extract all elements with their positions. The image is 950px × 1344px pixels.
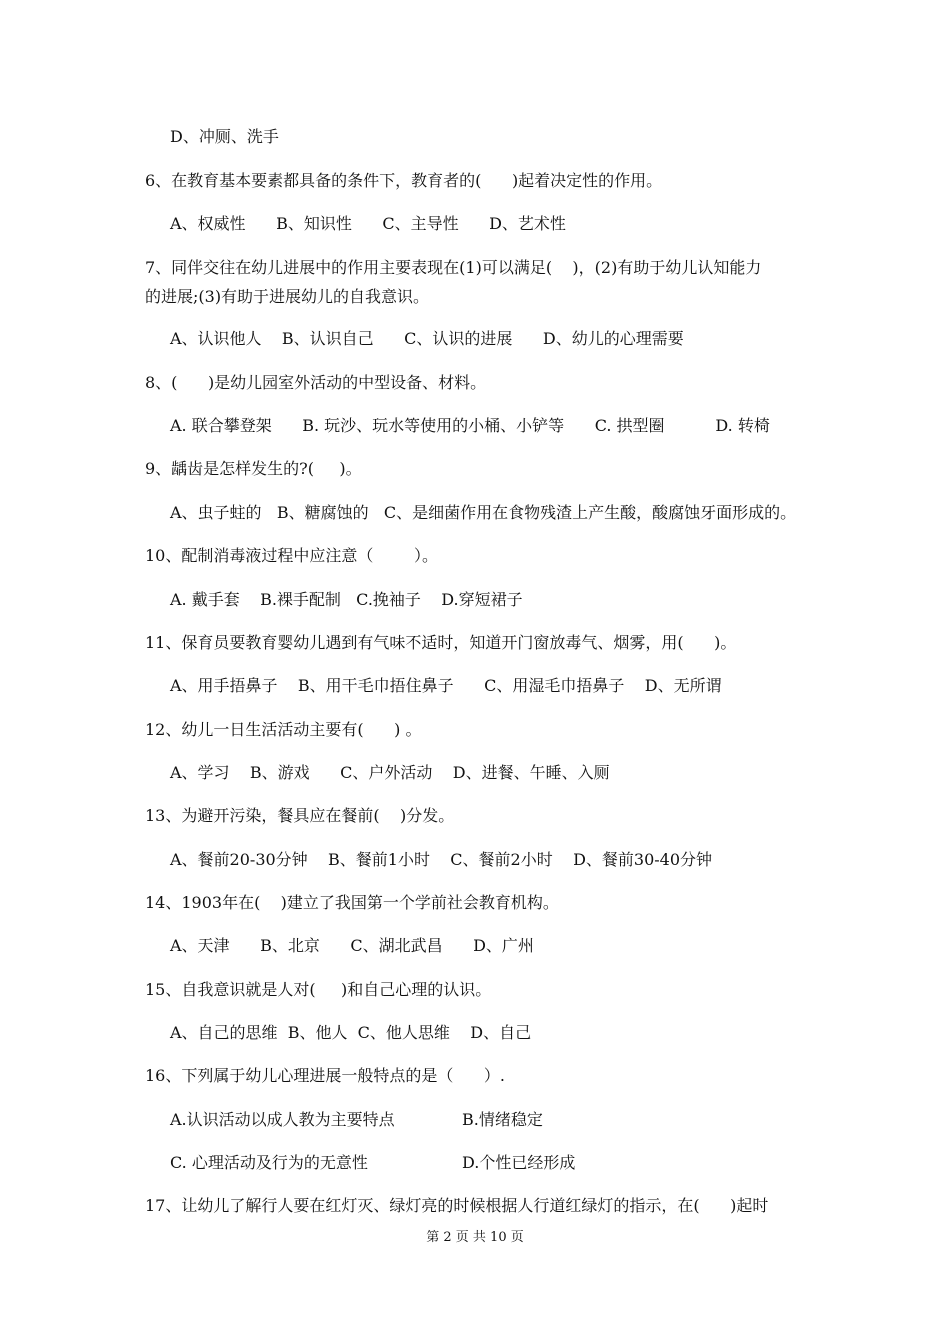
question-8: 8、( )是幼儿园室外活动的中型设备、材料。: [145, 373, 487, 392]
question-6: 6、在教育基本要素都具备的条件下，教育者的( )起着决定性的作用。: [145, 171, 663, 190]
question-10: 10、配制消毒液过程中应注意（ ）。: [145, 546, 439, 565]
options-q11: A、用手捂鼻子 B、用干毛巾捂住鼻子 C、用湿毛巾捂鼻子 D、无所谓: [170, 676, 722, 695]
question-13: 13、为避开污染，餐具应在餐前( )分发。: [145, 806, 455, 825]
question-7-continued: 的进展;(3)有助于进展幼儿的自我意识。: [145, 287, 430, 306]
options-q14: A、天津 B、北京 C、湖北武昌 D、广州: [170, 936, 534, 955]
question-9: 9、龋齿是怎样发生的?( )。: [145, 459, 362, 478]
question-16: 16、下列属于幼儿心理进展一般特点的是（ ）.: [145, 1066, 505, 1085]
options-q12: A、学习 B、游戏 C、户外活动 D、进餐、午睡、入厕: [170, 763, 610, 782]
option-line-q5: D、冲厕、洗手: [170, 127, 279, 146]
question-14: 14、1903年在( )建立了我国第一个学前社会教育机构。: [145, 893, 559, 912]
option-q16-b: B.情绪稳定: [462, 1110, 543, 1129]
options-q6: A、权威性 B、知识性 C、主导性 D、艺术性: [170, 214, 566, 233]
question-15: 15、自我意识就是人对( )和自己心理的认识。: [145, 980, 492, 999]
option-q16-c: C. 心理活动及行为的无意性: [170, 1153, 368, 1172]
options-q15: A、自己的思维 B、他人 C、他人思维 D、自己: [170, 1023, 532, 1042]
question-12: 12、幼儿一日生活活动主要有( ) 。: [145, 720, 422, 739]
options-q8: A. 联合攀登架 B. 玩沙、玩水等使用的小桶、小铲等 C. 拱型圈 D. 转椅: [170, 416, 770, 435]
options-q10: A. 戴手套 B.裸手配制 C.挽袖子 D.穿短裙子: [170, 590, 523, 609]
page-footer: 第 2 页 共 10 页: [426, 1230, 524, 1245]
question-11: 11、保育员要教育婴幼儿遇到有气味不适时，知道开门窗放毒气、烟雾，用( )。: [145, 633, 737, 652]
option-q16-d: D.个性已经形成: [462, 1153, 576, 1172]
options-q7: A、认识他人 B、认识自己 C、认识的进展 D、幼儿的心理需要: [170, 329, 684, 348]
options-q9: A、虫子蛀的 B、糖腐蚀的 C、是细菌作用在食物残渣上产生酸，酸腐蚀牙面形成的。: [170, 503, 797, 522]
question-17: 17、让幼儿了解行人要在红灯灭、绿灯亮的时候根据人行道红绿灯的指示，在( )起时: [145, 1196, 769, 1215]
question-7: 7、同伴交往在幼儿进展中的作用主要表现在(1)可以满足( )，(2)有助于幼儿认知能力: [145, 258, 762, 277]
option-q16-a: A.认识活动以成人教为主要特点: [170, 1110, 395, 1129]
options-q13: A、餐前20-30分钟 B、餐前1小时 C、餐前2小时 D、餐前30-40分钟: [170, 850, 713, 869]
